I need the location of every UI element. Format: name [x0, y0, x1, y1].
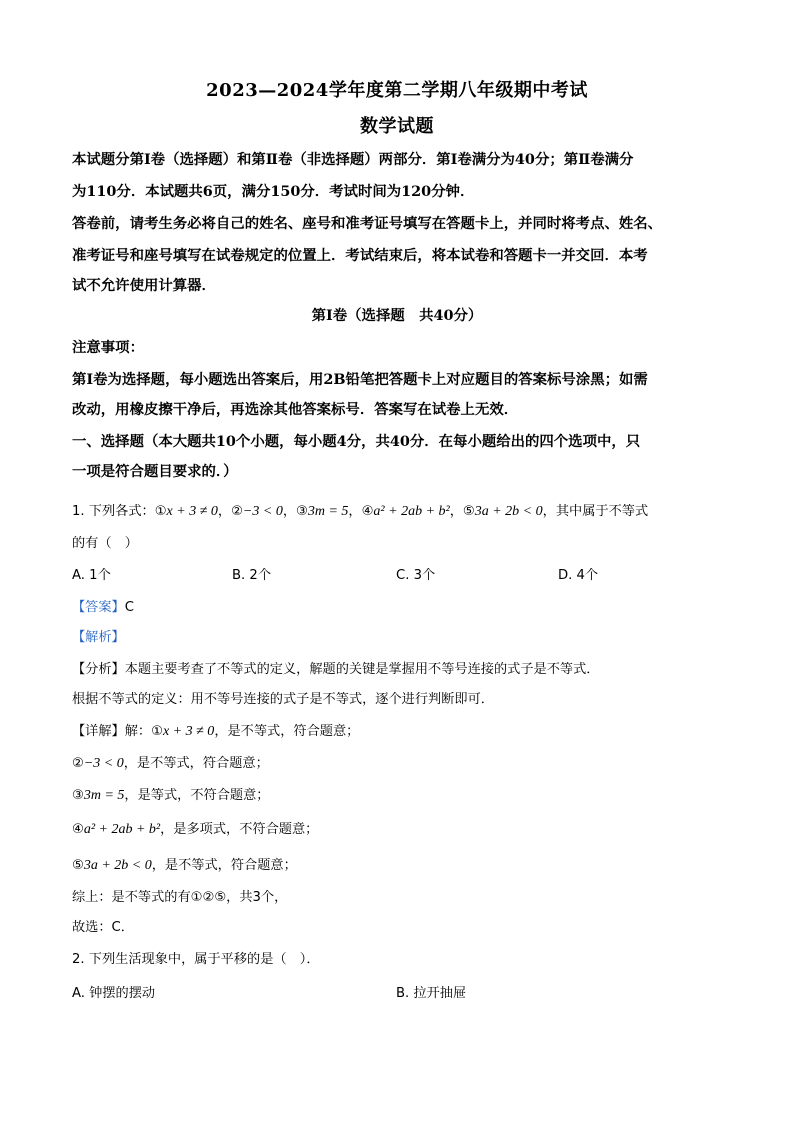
detail-label: 【详解】解：①	[72, 724, 163, 739]
analysis-line: 【分析】本题主要考查了不等式的定义，解题的关键是掌握用不等号连接的式子是不等式．	[72, 662, 600, 677]
exam-title: 2023—2024学年度第二学期八年级期中考试	[206, 80, 588, 101]
label-5: ，⑤	[449, 504, 475, 519]
detail-text: ，是不等式，符合题意；	[151, 858, 297, 873]
option-a: A. 1个	[72, 568, 111, 583]
question-2-stem: 2. 下列生活现象中，属于平移的是（ ）．	[72, 952, 320, 967]
expr-2: −3 < 0	[242, 504, 283, 519]
answer-label: 【答案】	[72, 600, 125, 615]
exam-subtitle: 数学试题	[360, 116, 434, 137]
question-1-stem	[72, 502, 722, 522]
question-1-tail: ，其中属于不等式	[542, 504, 649, 519]
question-1-line2: 的有（ ）	[72, 536, 138, 551]
detail-label: ④	[72, 822, 84, 837]
detail-label: ③	[72, 788, 84, 803]
detail-text: ，是不等式，符合题意；	[214, 724, 360, 739]
choice-line: 故选：C．	[72, 920, 134, 935]
answer-row	[72, 598, 722, 618]
answer-value: C	[124, 600, 134, 615]
detail-text: ，是多项式，不符合题意；	[160, 822, 319, 837]
detail-expr: x + 3 ≠ 0	[162, 724, 215, 739]
notice-line: 第Ⅰ卷为选择题，每小题选出答案后，用2B铅笔把答题卡上对应题目的答案标号涂黑；如需	[72, 371, 648, 388]
expr-5: 3a + 2b < 0	[474, 504, 543, 519]
option-b: B. 2个	[232, 568, 272, 583]
option-d: D. 4个	[558, 568, 599, 583]
label-3: ，③	[282, 504, 308, 519]
intro-line: 本试题分第Ⅰ卷（选择题）和第Ⅱ卷（非选择题）两部分．第Ⅰ卷满分为40分；第Ⅱ卷满分	[72, 151, 634, 168]
question-1-prefix: 1. 下列各式：	[72, 504, 155, 519]
option-b: B. 拉开抽屉	[396, 986, 467, 1001]
intro-line: 答卷前，请考生务必将自己的姓名、座号和准考证号填写在答题卡上，并同时将考点、姓名、	[72, 215, 663, 232]
detail-line	[72, 722, 722, 742]
detail-line	[72, 820, 722, 840]
label-1: ①	[154, 504, 167, 519]
option-c: C. 3个	[396, 568, 436, 583]
intro-line: 为110分．本试题共6页，满分150分．考试时间为120分钟．	[72, 183, 475, 200]
part-one-instructions: 一项是符合题目要求的．）	[72, 463, 238, 480]
detail-text: ，是不等式，符合题意；	[123, 756, 269, 771]
analysis-line: 根据不等式的定义：用不等号连接的式子是不等式，逐个进行判断即可．	[72, 692, 494, 707]
detail-expr: −3 < 0	[83, 756, 124, 771]
detail-text: ，是等式，不符合题意；	[124, 788, 270, 803]
intro-line: 试不允许使用计算器．	[72, 277, 216, 294]
intro-line: 准考证号和座号填写在试卷规定的位置上．考试结束后，将本试卷和答题卡一并交回．本考	[72, 247, 648, 264]
detail-line	[72, 786, 722, 806]
analysis-label: 【解析】	[72, 630, 125, 645]
notice-line: 改动，用橡皮擦干净后，再选涂其他答案标号．答案写在试卷上无效．	[72, 401, 519, 418]
label-4: ，④	[348, 504, 374, 519]
detail-label: ②	[72, 756, 84, 771]
detail-expr: 3m = 5	[83, 788, 125, 803]
expr-1: x + 3 ≠ 0	[166, 504, 218, 519]
detail-expr: a² + 2ab + b²	[83, 822, 161, 837]
summary-line: 综上：是不等式的有①②⑤，共3个，	[72, 890, 288, 905]
detail-label: ⑤	[72, 858, 84, 873]
detail-line	[72, 754, 722, 774]
expr-3: 3m = 5	[307, 504, 349, 519]
detail-line	[72, 856, 722, 876]
expr-4: a² + 2ab + b²	[373, 504, 450, 519]
section-title: 第Ⅰ卷（选择题 共40分）	[311, 307, 483, 324]
part-one-instructions: 一、选择题（本大题共10个小题，每小题4分，共40分．在每小题给出的四个选项中，只	[72, 433, 641, 450]
label-2: ，②	[217, 504, 243, 519]
option-a: A. 钟摆的摆动	[72, 986, 156, 1001]
notice-label: 注意事项：	[72, 339, 144, 356]
detail-expr: 3a + 2b < 0	[83, 858, 152, 873]
